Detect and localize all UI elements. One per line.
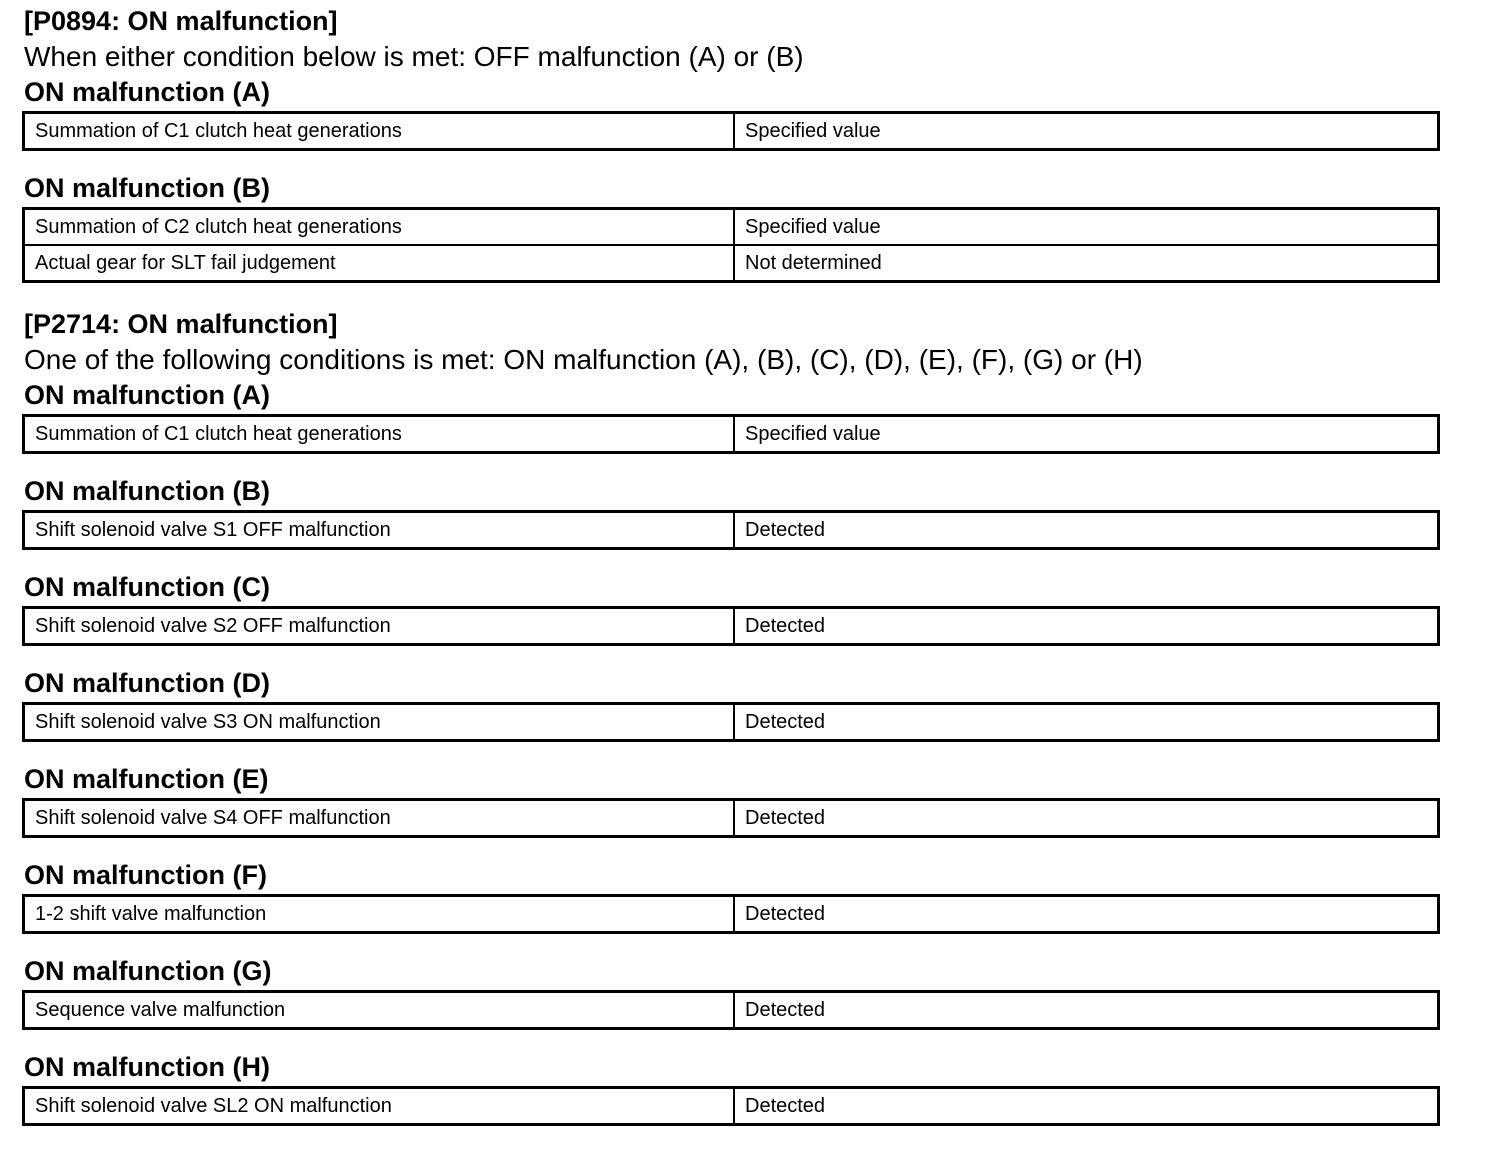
table-row bbox=[24, 1088, 1439, 1125]
group-title: ON malfunction (G) bbox=[24, 956, 272, 986]
condition-label: Sequence valve malfunction bbox=[24, 992, 735, 1029]
condition-value: Specified value bbox=[734, 416, 1439, 453]
condition-table bbox=[22, 207, 1440, 283]
condition-value: Detected bbox=[734, 608, 1439, 645]
group-title: ON malfunction (H) bbox=[24, 1052, 270, 1082]
condition-value: Detected bbox=[734, 1088, 1439, 1125]
group-title: ON malfunction (B) bbox=[24, 173, 270, 203]
condition-value: Not determined bbox=[734, 245, 1439, 282]
section-p0894 bbox=[22, 4, 1442, 283]
table-row bbox=[24, 992, 1439, 1029]
condition-table bbox=[22, 894, 1440, 934]
condition-label: Summation of C2 clutch heat generations bbox=[24, 209, 735, 246]
condition-label: 1-2 shift valve malfunction bbox=[24, 896, 735, 933]
condition-value: Specified value bbox=[734, 113, 1439, 150]
table-row bbox=[24, 416, 1439, 453]
condition-value: Specified value bbox=[734, 209, 1439, 246]
section-p2714 bbox=[22, 307, 1442, 1126]
condition-label: Summation of C1 clutch heat generations bbox=[24, 416, 735, 453]
condition-value: Detected bbox=[734, 704, 1439, 741]
table-row bbox=[24, 245, 1439, 282]
condition-label: Summation of C1 clutch heat generations bbox=[24, 113, 735, 150]
condition-label: Shift solenoid valve S1 OFF malfunction bbox=[24, 512, 735, 549]
document-page bbox=[22, 0, 1442, 1126]
group-title: ON malfunction (F) bbox=[24, 860, 267, 890]
table-row bbox=[24, 608, 1439, 645]
table-row bbox=[24, 113, 1439, 150]
table-row bbox=[24, 800, 1439, 837]
condition-label: Shift solenoid valve S4 OFF malfunction bbox=[24, 800, 735, 837]
condition-table bbox=[22, 510, 1440, 550]
section-title: [P2714: ON malfunction] bbox=[24, 309, 338, 339]
condition-label: Shift solenoid valve S2 OFF malfunction bbox=[24, 608, 735, 645]
condition-table bbox=[22, 606, 1440, 646]
group-title: ON malfunction (B) bbox=[24, 476, 270, 506]
condition-table bbox=[22, 990, 1440, 1030]
group-title: ON malfunction (D) bbox=[24, 668, 270, 698]
condition-value: Detected bbox=[734, 896, 1439, 933]
condition-label: Shift solenoid valve SL2 ON malfunction bbox=[24, 1088, 735, 1125]
section-title: [P0894: ON malfunction] bbox=[24, 6, 338, 36]
condition-table bbox=[22, 414, 1440, 454]
table-row bbox=[24, 896, 1439, 933]
section-description: One of the following conditions is met: ON malfunction (A), (B), (C), (D), (E), (F), (G) or (H) bbox=[24, 344, 1143, 375]
group-title: ON malfunction (E) bbox=[24, 764, 269, 794]
condition-table bbox=[22, 798, 1440, 838]
condition-table bbox=[22, 111, 1440, 151]
table-row bbox=[24, 209, 1439, 246]
condition-label: Shift solenoid valve S3 ON malfunction bbox=[24, 704, 735, 741]
condition-value: Detected bbox=[734, 512, 1439, 549]
group-title: ON malfunction (A) bbox=[24, 77, 270, 107]
section-description: When either condition below is met: OFF malfunction (A) or (B) bbox=[24, 41, 804, 72]
group-title: ON malfunction (C) bbox=[24, 572, 270, 602]
group-title: ON malfunction (A) bbox=[24, 380, 270, 410]
condition-table bbox=[22, 702, 1440, 742]
condition-label: Actual gear for SLT fail judgement bbox=[24, 245, 735, 282]
table-row bbox=[24, 704, 1439, 741]
condition-value: Detected bbox=[734, 992, 1439, 1029]
condition-value: Detected bbox=[734, 800, 1439, 837]
table-row bbox=[24, 512, 1439, 549]
condition-table bbox=[22, 1086, 1440, 1126]
